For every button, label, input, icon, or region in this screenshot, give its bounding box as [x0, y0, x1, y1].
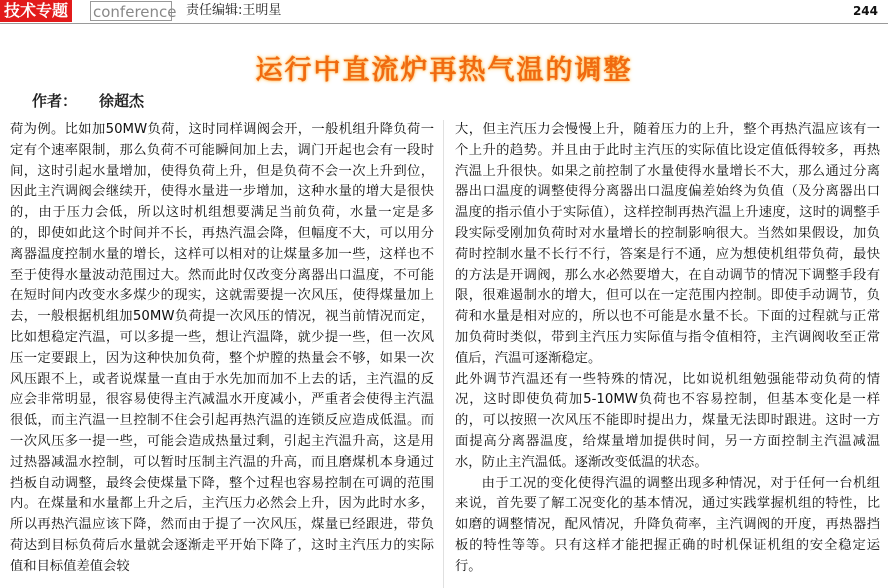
page-header — [0, 0, 888, 24]
author-name: 徐超杰 — [99, 92, 145, 110]
editor-credit: 责任编辑:王明星 — [186, 3, 282, 18]
section-label: 技术专题 — [0, 0, 72, 22]
conference-label: conference — [90, 1, 172, 21]
page-number: 244 — [852, 4, 878, 18]
paragraph: 此外调节汽温还有一些特殊的情况，比如说机组勉强能带动负荷的情况，这时即使负荷加5-10MW负荷也不容易控制，但基本变化是一样的，可以按照一次风压不能即时提出力，煤量无法即时跟进。这时一方面提高分离器温度，给煤量增加提供时间，另一方面控制主汽温减温水，防止主汽温低。逐渐改变低温的状态。 — [455, 371, 880, 470]
column-divider — [443, 120, 444, 588]
paragraph: 由于工况的变化使得汽温的调整出现多种情况，对于任何一台机组来说，首先要了解工况变化的基本情况，通过实践掌握机组的特性，比如磨的调整情况，配风情况，升降负荷率，主汽调阀的开度，再热器挡板的特性等等。只有这样才能把握正确的时机保证机组的安全稳定运行。 — [455, 475, 880, 574]
header-rule — [0, 23, 888, 24]
body-column-left — [10, 120, 434, 578]
body-column-right — [455, 120, 880, 578]
author-label: 作者： — [32, 92, 78, 110]
author-line — [32, 90, 144, 111]
article-title: 运行中直流炉再热气温的调整 — [255, 55, 633, 86]
paragraph: 大，但主汽压力会慢慢上升，随着压力的上升，整个再热汽温应该有一个上升的趋势。并且由于此时主汽压的实际值比设定值低得较多，再热汽温上升很快。如果之前控制了水量使得水量增长不大，那么通过分离器出口温度的调整使得分离器出口温度偏差始终为负值（及分离器出口温度的指示值小于实际值），这样控制再热汽温上升速度，这时的调整手段实际受刚加负荷时对水量增长的控制影响很大。当然如果假设，加负荷时控制水量不长行不行，答案是行不通，应为想使机组带负荷，最快的方法是开调阀，那么水必然要增大，在自动调节的情况下调整手段有限，很难遏制水的增大，但可以在一定范围内控制。即使手动调节，负荷和水量是相对应的，所以也不可能是水量不长。下面的过程就与正常加负荷时类似，带到主汽压力实际值与指令值相符，主汽调阀收至正常值后，汽温可逐渐稳定。 — [455, 122, 880, 366]
paragraph: 荷为例。比如加50MW负荷，这时同样调阀会开，一般机组升降负荷一定有个速率限制，那么负荷不可能瞬间加上去，调门开起也会有一段时间，这时引起水量增加，使得负荷上升，但是负荷不会一次上升到位，因此主汽调阀会继续开，使得水量进一步增加，这种水量的增大是很快的，由于压力会低，所以这时机组想要满足当前负荷，水量一定是多的，即使如此这个时间并不长，再热汽温会降，但幅度不大，可以用分离器温度控制水量的增长，这样可以相对的让煤量多加一些，这样也不至于使得水量波动范围过大。然而此时仅改变分离器出口温度，不可能在短时间内改变水多煤少的现实，这就需要提一次风压，使得煤量加上去，一般根据机组加50MW负荷提一次风压的情况，视当前情况而定，比如想稳定汽温，可以多提一些，想让汽温降，就少提一些，但一次风压一定要跟上，因为这种快加负荷，整个炉膛的热量会不够，如果一次风压跟不上，或者说煤量一直由于水先加而加不上去的话，主汽温的反应会非常明显，很容易使得主汽减温水开度减小，严重者会使得主汽温很低，而主汽温一旦控制不住会引起再热汽温的连锁反应造成低温。而一次风压多一提一些，可能会造成热量过剩，引起主汽温升高，这是用过热器减温水控制，可以暂时压制主汽温的升高，而且磨煤机本身通过挡板自动调整，最终会使煤量下降，整个过程也容易控制在可调的范围内。在煤量和水量都上升之后，主汽压力必然会上升，因为此时水多，所以再热汽温应该下降，然而由于提了一次风压，煤量已经跟进，带负荷达到目标负荷后水量就会逐渐走平开始下降了，这时主汽压力的实际值和目标值差值会较 — [10, 122, 434, 574]
